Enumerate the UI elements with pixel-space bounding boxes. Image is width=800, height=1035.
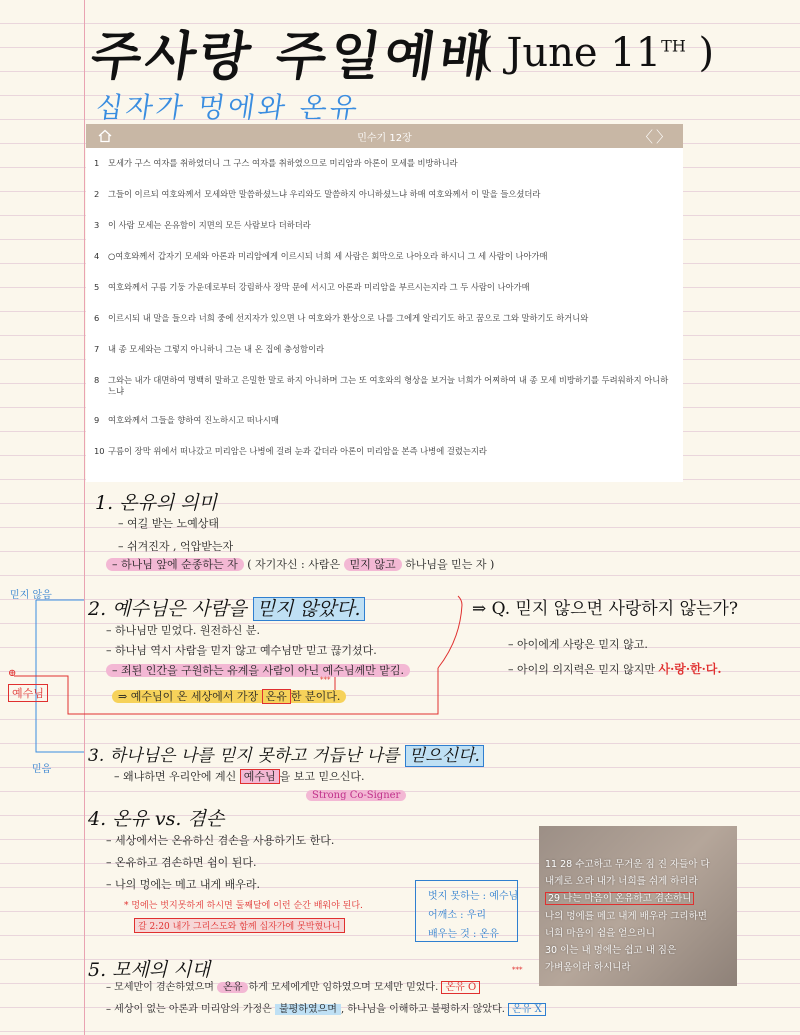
section-2-title-box: 믿지 않았다.: [253, 597, 365, 621]
s5-b1-b: 하게 모세에게만 임하였으며 모세만 믿었다.: [248, 982, 439, 993]
strong-cosigner-label: Strong Co-Signer: [306, 790, 406, 801]
verse-number: 9: [94, 415, 100, 425]
sermon-subtitle: 십자가 멍에와 온유: [93, 91, 363, 124]
section-3-title-box: 믿으신다.: [405, 745, 484, 767]
s2-bullet-1: – 하나님만 믿었다. 원전하신 분.: [106, 624, 260, 637]
verse-text: 여호와께서 그들을 향하여 진노하시고 떠나시매: [108, 415, 279, 425]
verse-text: 내 종 모세와는 그렇지 아니하니 그는 내 온 집에 충성함이라: [108, 344, 325, 354]
s3-b1-box: 예수님: [240, 769, 280, 784]
s2-b4-box: 온유: [262, 689, 291, 704]
verse-number: 4: [94, 251, 100, 261]
s4-bullet-2: – 온유하고 겸손하면 쉼이 된다.: [106, 856, 257, 869]
s5-b1-a: – 모세만이 겸손하였으며: [106, 982, 214, 993]
s2-bullet-4: [112, 688, 346, 704]
s1-highlight-not-trust: 믿지 않고: [344, 558, 402, 571]
photo-line-3-text: 29 나는 마음이 온유하고 겸손하니: [545, 892, 694, 905]
verse-number: 3: [94, 220, 100, 230]
margin-not-believe: 믿지 않음: [10, 590, 52, 601]
s2-b4-a: ⇒ 예수님이 온 세상에서 가장: [118, 690, 259, 703]
verse-number: 2: [94, 189, 100, 199]
section-3-title: [88, 741, 484, 766]
s5-bullet-2: [106, 1000, 546, 1015]
verse-text: 이르시되 내 말을 들으라 너희 중에 선지자가 있으면 나 여호와가 환상으로 나를 그에게 알리기도 하고 꿈으로 그와 말하기도 하거니와: [108, 313, 589, 323]
s4-bullet-1: – 세상에서는 온유하신 겸손을 사용하기도 한다.: [106, 834, 335, 847]
date-suffix: TH: [661, 36, 686, 56]
margin-plus-icon: ⊕: [8, 668, 17, 679]
s5-b2-box: 온유 X: [508, 1003, 546, 1016]
photo-line-7: 가벼움이라 하시니라: [545, 962, 631, 973]
chapter-title: 민수기 12장: [357, 132, 412, 144]
s1-highlight-obey: – 하나님 앞에 순종하는 자: [106, 558, 244, 571]
page-title: 주사랑 주일예배: [87, 27, 498, 87]
photo-line-3: [545, 890, 694, 904]
s2-bullet-2: – 하나님 역시 사람을 믿지 않고 예수님만 믿고 끊기셨다.: [106, 644, 377, 657]
verse-text: 이 사람 모세는 온유함이 지면의 모든 사람보다 더하더라: [108, 220, 311, 230]
prev-chapter-icon[interactable]: 〈: [637, 128, 653, 146]
section-2-title-text: 2. 예수님은 사람을: [88, 598, 247, 620]
s5-bullet-1: [106, 978, 480, 993]
date-close: ): [698, 30, 715, 76]
next-chapter-icon[interactable]: 〉: [655, 128, 671, 146]
s3-b1-b: 을 보고 믿으신다.: [279, 770, 365, 783]
s1-bullet-3: [106, 556, 494, 572]
section-1-title: 1. 온유의 의미: [95, 492, 217, 514]
s1-bullet-1: – 여길 받는 노예상태: [118, 517, 219, 530]
q-answer-2: [508, 660, 722, 677]
strong-cosigner: [306, 790, 406, 801]
verse-photo: [539, 826, 737, 986]
question-line: ⇒ Q. 믿지 않으면 사랑하지 않는가?: [472, 599, 738, 619]
s3-b1-a: – 왜냐하면 우리안에 계신: [114, 770, 237, 783]
verse-number: 8: [94, 375, 100, 385]
s2-stars: ***: [320, 676, 331, 684]
s4-verse-gal: 갈 2:20 내가 그리스도와 함께 십자가에 못박혔나니: [134, 918, 345, 933]
s1-bullet-3-rest: ( 자기자신 : 사람은: [247, 558, 341, 571]
verse-number: 10: [94, 446, 105, 456]
q-answer-1: – 아이에게 사랑은 믿지 않고.: [508, 638, 648, 651]
photo-line-6: 30 이는 내 멍에는 쉽고 내 짐은: [545, 945, 677, 956]
s4-bullet-4: * 멍에는 벗지못하게 하시면 둘째달에 이런 순간 배워야 된다.: [124, 901, 363, 911]
s5-b1-hl: 온유: [217, 982, 248, 993]
verse-number: 1: [94, 158, 100, 168]
verse-number: 7: [94, 344, 100, 354]
yoke-line-1: 벗지 못하는 : 예수님: [428, 891, 519, 902]
yoke-line-2: 어깨소 : 우리: [428, 910, 487, 921]
q-answer-2-love: 사·랑·한·다.: [658, 662, 722, 676]
s5-b2-b: , 하나님을 이해하고 불평하지 않았다.: [340, 1004, 505, 1015]
yoke-meaning-box: [415, 880, 518, 942]
margin-jesus: 예수님: [8, 684, 48, 702]
q-answer-2-text: – 아이의 의지력은 믿지 않지만: [508, 663, 655, 676]
margin-believe: 믿음: [32, 764, 52, 775]
s5-b2-hl: 불평하였으며: [275, 1004, 341, 1015]
photo-line-4: 나의 멍에를 메고 내게 배우라 그리하면: [545, 911, 707, 922]
s1-bullet-2: – 쉬겨진자 , 억압받는자: [118, 540, 234, 553]
s2-bullet-3: [106, 662, 410, 678]
s2-highlight-meek: [112, 690, 346, 703]
date-text: ( June 11: [478, 30, 662, 76]
verse-text: 여호와께서 구름 기둥 가운데로부터 강림하사 장막 문에 서시고 아론과 미리암을 부르시는지라 그 두 사람이 나아가매: [108, 282, 530, 292]
s3-bullet-1: [114, 768, 365, 784]
verse-text: 그들이 이르되 여호와께서 모세와만 말씀하셨느냐 우리와도 말씀하지 아니하셨느냐 하매 여호와께서 이 말을 들으셨더라: [108, 189, 541, 199]
s1-bullet-3-end: 하나님을 믿는 자 ): [405, 558, 495, 571]
section-5-title: 5. 모세의 시대: [88, 959, 210, 981]
s2-highlight-salvation: – 죄된 인간을 구원하는 유계을 사람이 아닌 예수님께만 맡김.: [106, 664, 410, 677]
s5-b2-a: – 세상이 없는 아론과 미리암의 가정은: [106, 1004, 272, 1015]
verse-text: 모세가 구스 여자를 취하였더니 그 구스 여자를 취하였으므로 미리암과 아론이 모세를 비방하니라: [108, 158, 458, 168]
section-4-title: 4. 온유 vs. 겸손: [88, 808, 225, 830]
photo-line-5: 너희 마음이 쉼을 얻으리니: [545, 928, 656, 939]
s5-b1-box: 온유 O: [441, 981, 480, 994]
verse-number: 5: [94, 282, 100, 292]
s4-bullet-3: – 나의 멍에는 메고 내게 배우라.: [106, 878, 260, 891]
verse-text: 구름이 장막 위에서 떠나갔고 미리암은 나병에 걸려 눈과 같더라 아론이 미리암을 본즉 나병에 걸렸는지라: [108, 446, 487, 456]
verse-number: 6: [94, 313, 100, 323]
verse-text: ○여호와께서 갑자기 모세와 아론과 미리암에게 이르시되 너희 세 사람은 회막으로 나아오라 하시니 그 세 사람이 나아가매: [108, 251, 548, 261]
section-2-title: [88, 594, 365, 621]
verse-text: 그와는 내가 대면하여 명백히 말하고 은밀한 말로 하지 아니하며 그는 또 여호와의 형상을 보거늘 너희가 어찌하여 내 종 모세 비방하기를 두려워하지 아니하느냐: [108, 375, 669, 396]
yoke-line-3: 배우는 것 : 온유: [428, 929, 499, 940]
s5-stars: ***: [512, 966, 523, 974]
s2-b4-b: 한 분이다.: [290, 690, 341, 703]
photo-line-2: 내게로 오라 내가 너희를 쉬게 하리라: [545, 876, 698, 887]
photo-line-1: 11 28 수고하고 무거운 짐 진 자들아 다: [545, 859, 710, 870]
section-3-title-text: 3. 하나님은 나를 믿지 못하고 거듭난 나를: [88, 746, 400, 766]
